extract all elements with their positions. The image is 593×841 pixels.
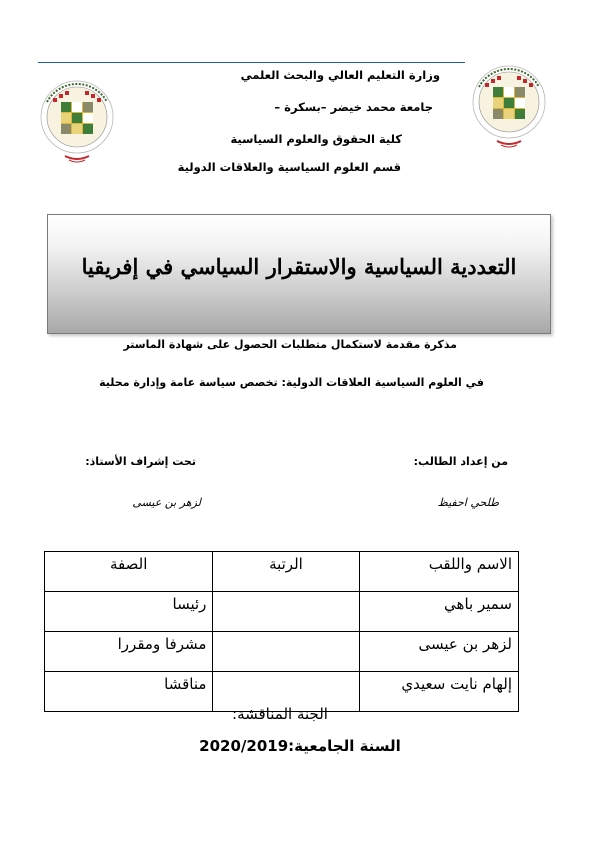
- supervisor-label: تحت إشراف الأستاذ:: [85, 455, 196, 468]
- thesis-specialization: في العلوم السياسية العلاقات الدولية: تخصص سياسة عامة وإدارة محلية: [99, 376, 484, 389]
- academic-year: السنة الجامعية:2020/2019: [199, 737, 401, 755]
- student-label: من إعداد الطالب:: [413, 455, 508, 468]
- university-logo-right: [467, 52, 551, 156]
- table-header-row: [45, 552, 519, 592]
- table-row: [45, 592, 519, 632]
- jury-member-name: لزهر بن عيسى: [359, 632, 519, 672]
- jury-table: [44, 551, 519, 712]
- jury-member-role: رئيسا: [45, 592, 213, 632]
- header-role-cell: الصفة: [45, 552, 213, 592]
- header-rank-cell: الرتبة: [213, 552, 359, 592]
- header-divider-line: [38, 62, 465, 63]
- ministry-name: وزارة التعليم العالي والبحث العلمي: [240, 68, 440, 82]
- header-name-cell: الاسم واللقب: [359, 552, 519, 592]
- jury-member-rank: [213, 632, 359, 672]
- jury-member-role: مشرفا ومقررا: [45, 632, 213, 672]
- student-name: طلحي احفيظ: [437, 496, 499, 509]
- table-row: [45, 632, 519, 672]
- thesis-title: التعددية السياسية والاستقرار السياسي في إفريقيا: [81, 254, 517, 279]
- jury-member-role: مناقشا: [45, 672, 213, 712]
- jury-member-rank: [213, 592, 359, 632]
- jury-member-name: إلهام نايت سعيدي: [359, 672, 519, 712]
- university-seal-icon: [35, 72, 119, 172]
- department-name: قسم العلوم السياسية والعلاقات الدولية: [177, 160, 401, 174]
- university-logo-left: [35, 72, 119, 176]
- university-seal-icon: [467, 52, 551, 152]
- faculty-name: كلية الحقوق والعلوم السياسية: [230, 132, 402, 146]
- jury-member-name: سمير باهي: [359, 592, 519, 632]
- university-name: جامعة محمد خيضر –بسكرة –: [274, 100, 433, 114]
- thesis-purpose: مذكرة مقدمة لاستكمال متطلبات الحصول على شهادة الماستر: [123, 338, 457, 351]
- supervisor-name: لزهر بن عيسى: [132, 496, 201, 509]
- jury-caption: الجنة المناقشة:: [232, 705, 328, 723]
